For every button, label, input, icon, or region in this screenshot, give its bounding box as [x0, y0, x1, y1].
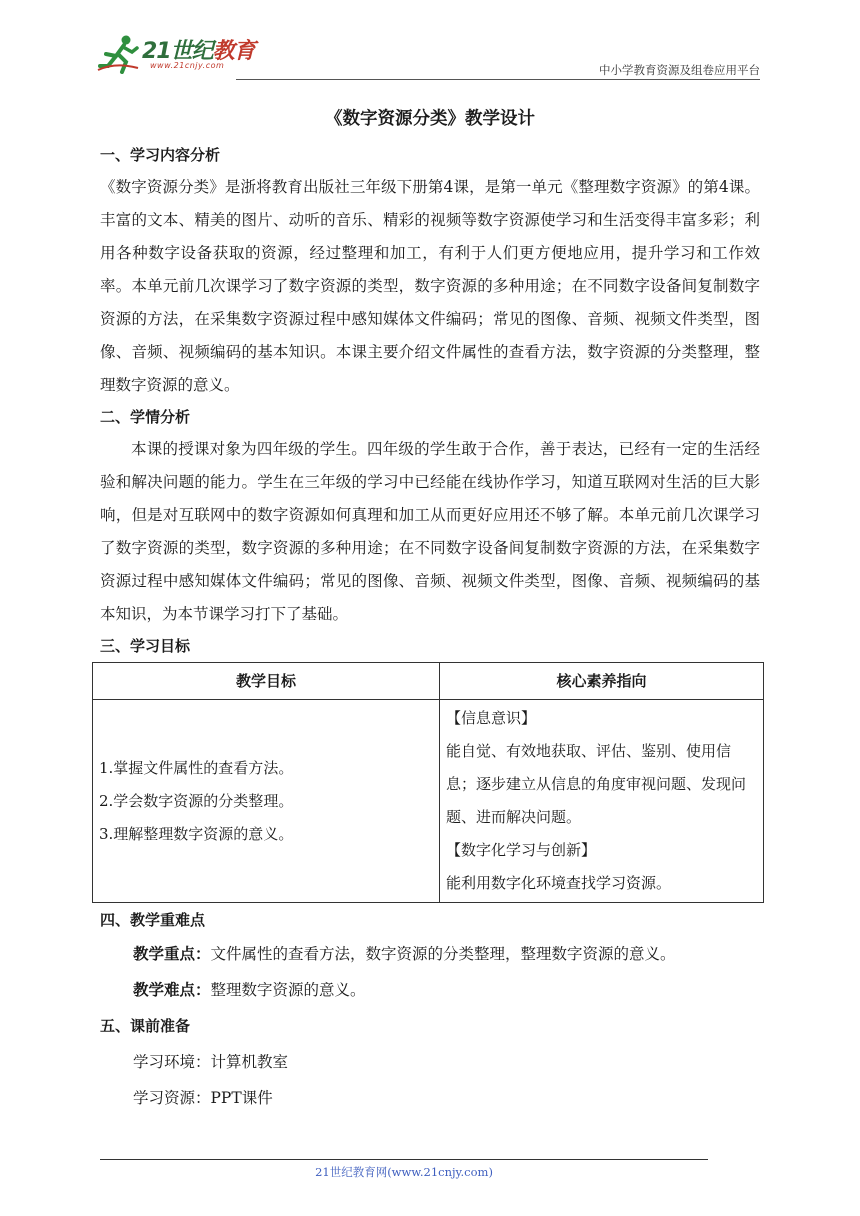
goal-item: 1.掌握文件属性的查看方法。 [99, 758, 294, 777]
key-point-line [100, 936, 760, 972]
difficult-point-label: 教学难点： [133, 981, 211, 999]
footer-divider [100, 1159, 708, 1160]
page-header [96, 30, 760, 78]
core-literacy-cell [440, 700, 764, 903]
literacy-heading: 【信息意识】 [446, 709, 537, 727]
header-divider [236, 79, 760, 80]
objectives-table [92, 662, 764, 903]
section-heading-key-difficult-points: 四、教学重难点 [100, 911, 206, 929]
goal-item: 2.学会数字资源的分类整理。 [99, 791, 294, 810]
table-header-core-literacy: 核心素养指向 [440, 663, 764, 700]
logo-wordmark: 21世纪教育 [142, 39, 255, 64]
goal-item: 3.理解整理数字资源的意义。 [99, 824, 294, 843]
section-heading-learner-analysis: 二、学情分析 [100, 408, 191, 426]
key-point-text: 文件属性的查看方法，数字资源的分类整理，整理数字资源的意义。 [210, 945, 676, 963]
logo-url: www.21cnjy.com [150, 61, 225, 70]
learning-environment-line: 学习环境：计算机教室 [133, 1053, 289, 1071]
literacy-heading: 【数字化学习与创新】 [446, 841, 597, 859]
learning-resources-line: 学习资源：PPT课件 [133, 1089, 273, 1107]
literacy-text: 能利用数字化环境查找学习资源。 [446, 874, 672, 892]
platform-name: 中小学教育资源及组卷应用平台 [599, 63, 760, 77]
key-point-label: 教学重点： [133, 945, 211, 963]
document-body [100, 104, 760, 1116]
section-heading-learning-objectives: 三、学习目标 [100, 637, 191, 655]
difficult-point-line [100, 972, 760, 1008]
teaching-goals-cell [93, 700, 440, 903]
logo [96, 30, 296, 78]
footer-text: 21世纪教育网(www.21cnjy.com) [315, 1165, 493, 1179]
runner-logo-icon [96, 34, 140, 74]
literacy-text: 能自觉、有效地获取、评估、鉴别、使用信息；逐步建立从信息的角度审视问题、发现问题、进而解决问题。 [446, 742, 747, 826]
table-header-teaching-goals: 教学目标 [93, 663, 440, 700]
difficult-point-text: 整理数字资源的意义。 [210, 981, 366, 999]
section-heading-content-analysis: 一、学习内容分析 [100, 146, 221, 164]
content-analysis-paragraph: 《数字资源分类》是浙将教育出版社三年级下册第4课，是第一单元《整理数字资源》的第4课。丰富的文本、精美的图片、动听的音乐、精彩的视频等数字资源使学习和生活变得丰富多彩；利用各种数字设备获取的资源，经过整理和加工，有利于人们更方便地应用，提升学习和工作效率。本单元前几次课学习了数字资源的类型，数字资源的多种用途；在不同数字设备间复制数字资源的方法，在采集数字资源过程中感知媒体文件编码；常见的图像、音频、视频文件类型，图像、音频、视频编码的基本知识。本课主要介绍文件属性的查看方法，数字资源的分类整理，整理数字资源的意义。 [100, 178, 760, 394]
page-title: 《数字资源分类》教学设计 [325, 109, 535, 129]
section-heading-preparation: 五、课前准备 [100, 1017, 191, 1035]
learner-analysis-paragraph: 本课的授课对象为四年级的学生。四年级的学生敢于合作，善于表达，已经有一定的生活经验和解决问题的能力。学生在三年级的学习中已经能在线协作学习，知道互联网对生活的巨大影响，但是对互联网中的数字资源如何真理和加工从而更好应用还不够了解。本单元前几次课学习了数字资源的类型，数字资源的多种用途；在不同数字设备间复制数字资源的方法，在采集数字资源过程中感知媒体文件编码；常见的图像、音频、视频文件类型，图像、音频、视频编码的基本知识，为本节课学习打下了基础。 [100, 440, 760, 623]
